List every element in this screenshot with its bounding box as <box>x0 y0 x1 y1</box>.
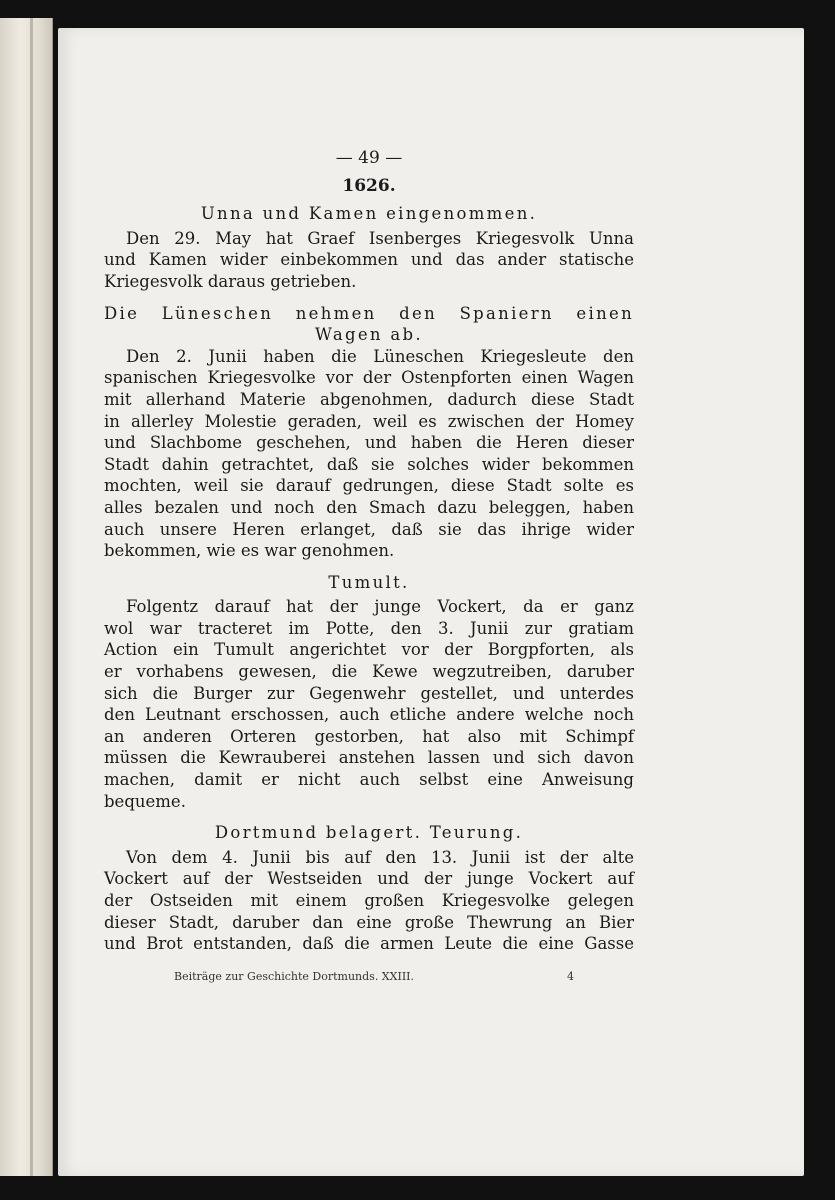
text-line: er vorhabens gewesen, die Kewe wegzutreiben, daruber <box>104 662 634 682</box>
text-line: bequeme. <box>104 791 186 811</box>
text-line: Vockert auf der Westseiden und der junge Vockert auf <box>104 869 634 889</box>
text-line: machen, damit er nicht auch selbst eine Anweisung <box>104 770 634 790</box>
text-line: Den 29. May hat Graef Isenberges Kriegesvolk Unna <box>126 228 634 248</box>
text-line: und Slachbome geschehen, und haben die Heren dieser <box>104 433 634 453</box>
paragraph <box>104 847 634 955</box>
section-heading <box>104 303 634 346</box>
section-heading: Unna und Kamen eingenommen. <box>200 204 538 224</box>
heading-line: Die Lüneschen nehmen den Spaniern einen <box>104 303 634 323</box>
text-line: Action ein Tumult angerichtet vor der Borgpforten, als <box>104 640 634 660</box>
heading-line: Wagen ab. <box>315 325 423 345</box>
page-number: — 49 — <box>335 148 403 168</box>
text-line: mochten, weil sie darauf gedrungen, diese Stadt solte es <box>104 476 634 496</box>
text-line: der Ostseiden mit einem großen Kriegesvolke gelegen <box>104 891 634 910</box>
section-heading: Tumult. <box>328 572 410 592</box>
page-text <box>104 148 634 955</box>
text-line: und Kamen wider einbekommen und das ander statische <box>104 250 634 270</box>
footer-series-title: Beiträge zur Geschichte Dortmunds. XXIII. <box>174 970 415 983</box>
text-line: den Leutnant erschossen, auch etliche andere welche noch <box>104 705 634 725</box>
text-line: dieser Stadt, daruber dan eine große Thewrung an Bier <box>104 912 634 932</box>
text-line: an anderen Orteren gestorben, hat also mit Schimpf <box>104 726 634 746</box>
year-heading: 1626. <box>342 175 396 196</box>
text-line: sich die Burger zur Gegenwehr gestellet, und unterdes <box>104 683 634 703</box>
text-line: und Brot entstanden, daß die armen Leute die eine Gasse <box>104 934 634 954</box>
text-line: in allerley Molestie geraden, weil es zwischen der Homey <box>104 411 634 431</box>
text-line: Kriegesvolk daraus getrieben. <box>104 271 357 291</box>
text-line: auch unsere Heren erlanget, daß sie das ihrige wider <box>104 519 634 539</box>
text-line: Folgentz darauf hat der junge Vockert, da er ganz <box>126 597 634 617</box>
text-line: Von dem 4. Junii bis auf den 13. Junii ist der alte <box>126 847 634 867</box>
footer-signature: 4 <box>567 970 574 983</box>
paragraph <box>104 596 634 812</box>
text-line: müssen die Kewrauberei anstehen lassen und sich davon <box>104 748 634 768</box>
paragraph <box>104 228 634 293</box>
left-page-stack <box>0 18 53 1176</box>
text-line: Stadt dahin getrachtet, daß sie solches wider bekommen <box>104 454 634 474</box>
text-line: alles bezalen und noch den Smach dazu beleggen, haben <box>104 497 634 517</box>
paragraph <box>104 346 634 562</box>
text-line: wol war tracteret im Potte, den 3. Junii zur gratiam <box>104 618 634 638</box>
text-line: mit allerhand Materie abgenohmen, dadurch diese Stadt <box>104 389 634 409</box>
text-line: spanischen Kriegesvolke vor der Ostenpforten einen Wagen <box>104 368 634 388</box>
text-line: bekommen, wie es war genohmen. <box>104 541 395 561</box>
section-heading: Dortmund belagert. Teurung. <box>214 823 524 843</box>
page-footer <box>174 970 574 983</box>
text-line: Den 2. Junii haben die Lüneschen Kriegesleute den <box>126 346 634 366</box>
